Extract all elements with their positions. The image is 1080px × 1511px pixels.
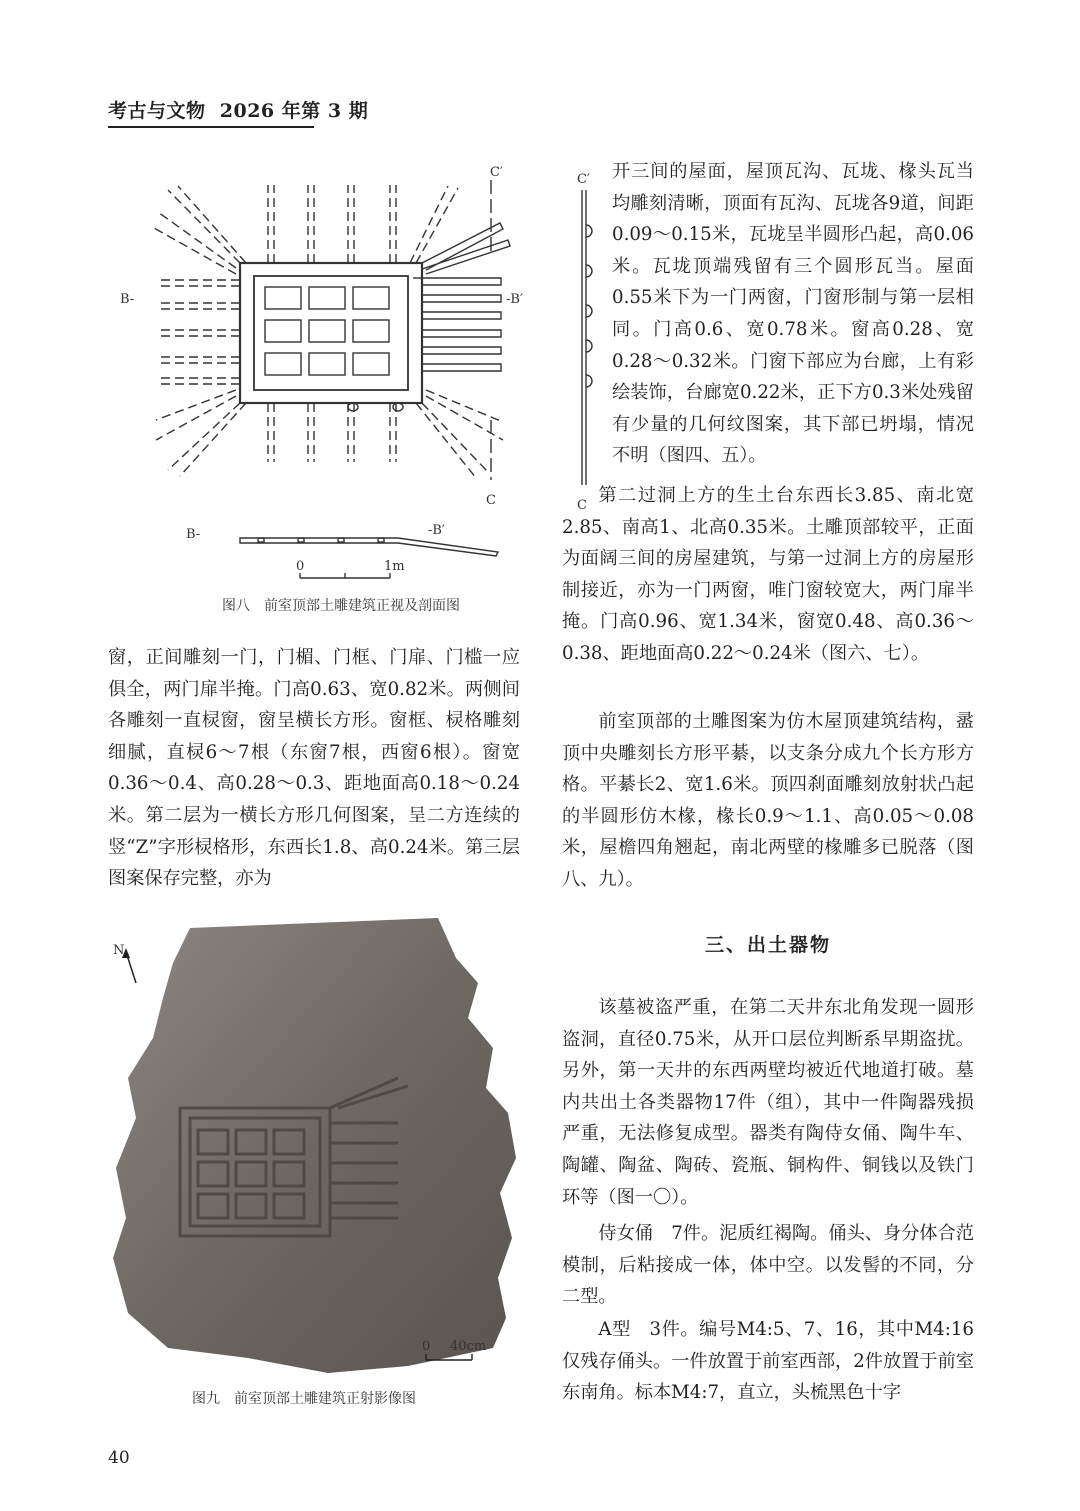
label-b: B-: [120, 292, 135, 307]
scale-end-9: 40cm: [450, 1339, 487, 1354]
north-label: N: [113, 943, 125, 958]
section-c-c-profile: [570, 165, 600, 515]
journal-name: 考古与文物: [108, 100, 206, 122]
figure-8-caption: 图八 前室顶部土雕建筑正视及剖面图: [222, 598, 460, 614]
section-b-b: [240, 538, 498, 556]
rock-surface: [113, 918, 516, 1373]
right-paragraph-6: A型 3件。编号M4:5、7、16，其中M4:16仅残存俑头。一件放置于前室西部，2件放置于前室东南角。标本M4:7，直立，头梳黑色十字: [562, 1319, 974, 1404]
journal-issue: 2026 年第 3 期: [219, 100, 369, 122]
rafters-right: [422, 223, 510, 371]
scale-end: 1m: [384, 559, 405, 574]
right-paragraph-3: 前室顶部的土雕图案为仿木屋顶建筑结构，盝顶中央雕刻长方形平綦，以支条分成九个长方形方格。平綦长2、宽1.6米。顶四刹面雕刻放射状凸起的半圆形仿木椽，椽长0.9～1.1、高0.05～0.08米，屋檐四角翘起，南北两壁的椽雕多已脱落（图八、九）。: [562, 711, 974, 890]
right-paragraph-4: 该墓被盗严重，在第二天井东北角发现一圆形盗洞，直径0.75米，从开口层位判断系早期盗扰。另外，第一天井的东西两壁均被近代地道打破。墓内共出土各类器物17件（组），其中一件陶器残损严重，无法修复成型。器类有陶侍女俑、陶牛车、陶罐、陶盆、陶砖、瓷瓶、铜构件、铜钱以及铁门环等（图一〇）。: [562, 997, 974, 1208]
right-paragraph-1: 开三间的屋面，屋顶瓦沟、瓦垅、椽头瓦当均雕刻清晰，顶面有瓦沟、瓦垅各9道，间距0.09～0.15米，瓦垅呈半圆形凸起，高0.06米。瓦垅顶端残留有三个圆形瓦当。屋面0.55米下为一门两窗，门窗形制与第一层相同。门高0.6、宽0.78米。窗高0.28、宽0.28～0.32米。门窗下部应为台廊，上有彩绘装饰，台廊宽0.22米，正下方0.3米处残留有少量的几何纹图案，其下部已坍塌，情况不明（图四、五）。: [612, 161, 974, 467]
label-b-prime: -B′: [506, 292, 523, 307]
scale-zero: 0: [296, 559, 305, 574]
label-c-prime: C′: [490, 165, 503, 180]
label-c: C: [486, 493, 496, 508]
label-b-section: B-: [186, 527, 201, 542]
header-rule: [108, 126, 314, 128]
outer-frame: [240, 263, 422, 403]
figure-9-photo: [108, 918, 522, 1376]
label-b-prime-section: -B′: [428, 523, 445, 538]
profile-c: C: [577, 498, 587, 513]
coffer-grid: [265, 287, 389, 375]
figure-9-caption: 图九 前室顶部土雕建筑正射影像图: [192, 1391, 416, 1407]
right-paragraph-2: 第二过洞上方的生土台东西长3.85、南北宽2.85、南高1、北高0.35米。土雕顶部较平，正面为面阔三间的房屋建筑，与第一过洞上方的房屋形制接近，亦为一门两窗，唯门窗较宽大，两门扉半掩。门高0.96、宽1.34米，窗宽0.48、高0.36～0.38、距地面高0.22～0.24米（图六、七）。: [562, 485, 974, 664]
figure-8-drawing: [108, 150, 548, 590]
scale-zero-9: 0: [422, 1339, 431, 1354]
page-number: 40: [108, 1448, 130, 1468]
profile-c-prime: C′: [577, 172, 590, 187]
right-paragraph-5: 侍女俑 7件。泥质红褐陶。俑头、身分体合范模制，后粘接成一体，体中空。以发髻的不同，分二型。: [562, 1223, 974, 1308]
section-title: 三、出土器物: [704, 934, 831, 956]
figure-8-scale-bar: [300, 573, 390, 578]
north-arrow: [113, 943, 136, 983]
left-paragraph-1: 窗，正间雕刻一门，门楣、门框、门扉、门槛一应俱全，两门扉半掩。门高0.63、宽0.82米。两侧间各雕刻一直棂窗，窗呈横长方形。窗框、棂格雕刻细腻，直棂6～7根（东窗7根，西窗6根）。窗宽0.36～0.4、高0.28～0.3、距地面高0.18～0.24米。第二层为一横长方形几何图案，呈二方连续的竖“Z”字形棂格形，东西长1.8、高0.24米。第三层图案保存完整，亦为: [108, 647, 520, 890]
running-header: [108, 96, 368, 123]
inner-frame: [254, 276, 408, 390]
